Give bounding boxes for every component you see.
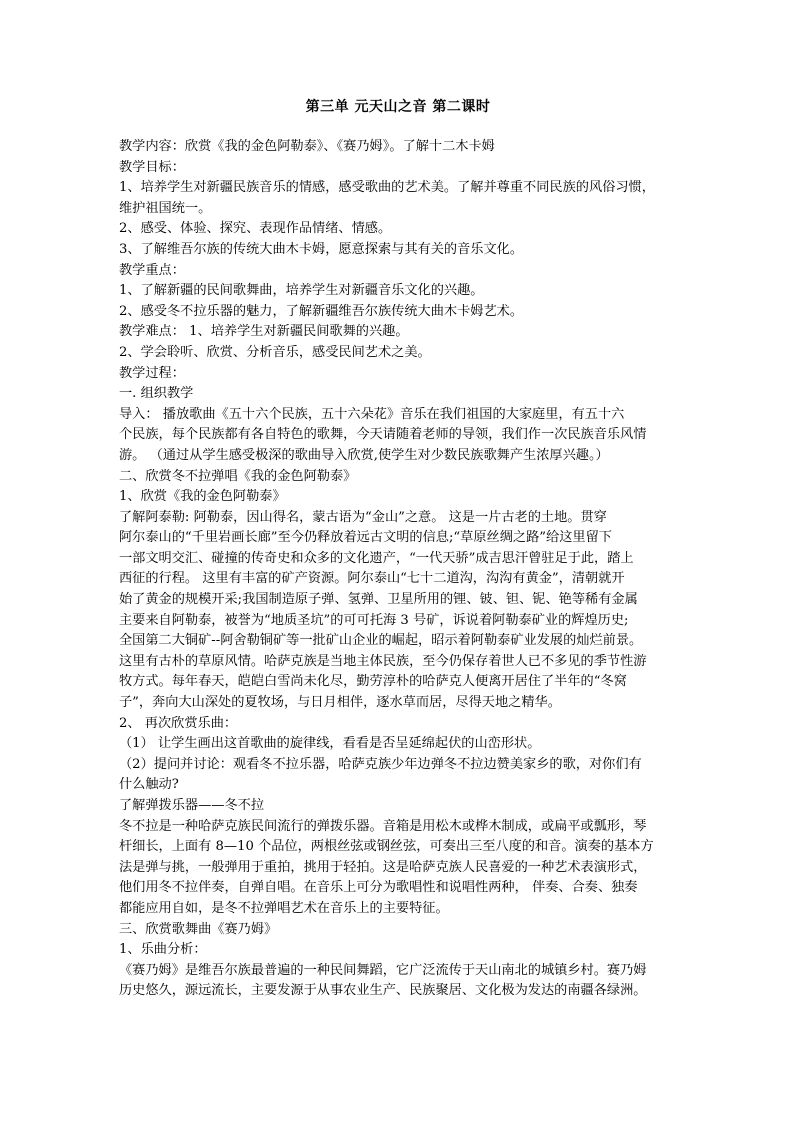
text-line: 3、了解维吾尔族的传统大曲木卡姆，愿意探索与其有关的音乐文化。 [119, 241, 524, 257]
text-line: 维护祖国统一。 [119, 200, 212, 216]
text-line: 一. 组织教学 [119, 386, 194, 402]
text-line: 了解阿泰勒: 阿勒泰，因山得名，蒙古语为“金山”之意。 这是一片古老的土地。贯穿 [119, 509, 607, 525]
document-body [119, 137, 677, 1002]
text-line: 牧方式。每年春天，皑皑白雪尚未化尽，勤劳淳朴的哈萨克人便离开居住了半年的“冬窝 [119, 674, 627, 690]
text-line: 二、欣赏冬不拉弹唱《我的金色阿勒泰》 [119, 468, 357, 484]
text-line: （2）提问并讨论：观看冬不拉乐器，哈萨克族少年边弹冬不拉边赞美家乡的歌，对你们有 [119, 756, 642, 772]
text-line: 了解弹拨乐器——冬不拉 [119, 798, 265, 813]
text-line: 1、了解新疆的民间歌舞曲，培养学生对新疆音乐文化的兴趣。 [119, 283, 484, 299]
text-line: 一部文明交汇、碰撞的传奇史和众多的文化遗产，“一代天骄”成吉思汗曾驻足于此，踏上 [119, 550, 634, 566]
text-line: 2、 再次欣赏乐曲： [119, 715, 238, 731]
text-line: （1） 让学生画出这首歌曲的旋律线，看看是否呈延绵起伏的山峦形状。 [119, 736, 541, 752]
text-line: 教学过程： [119, 365, 185, 381]
text-line: 阿尔泰山的“千里岩画长廊”至今仍释放着远古文明的信息;“草原丝绸之路”给这里留下 [119, 530, 612, 546]
text-line: 他们用冬不拉伴奏，自弹自唱。在音乐上可分为歌唱性和说唱性两种， 伴奏、合奏、独奏 [119, 880, 638, 896]
text-line: 教学难点： 1、培养学生对新疆民间歌舞的兴趣。 [119, 324, 409, 340]
text-line: 个民族，每个民族都有各自特色的歌舞，今天请随着老师的导领，我们作一次民族音乐风情 [119, 427, 647, 443]
text-line: 游。 （通过从学生感受极深的歌曲导入欣赏,使学生对少数民族歌舞产生浓厚兴趣。） [119, 447, 609, 463]
text-line: 2、感受、体验、探究、表现作品情绪、情感。 [119, 221, 392, 237]
text-line: 教学目标： [119, 159, 185, 175]
text-line: 始了黄金的规模开采;我国制造原子弹、氢弹、卫星所用的锂、铍、钽、铌、铯等稀有金属 [119, 592, 638, 608]
text-line: 2、学会聆听、欣赏、分析音乐，感受民间艺术之美。 [119, 344, 431, 360]
text-line: 全国第二大铜矿--阿舍勒铜矿等一批矿山企业的崛起，昭示着阿勒泰矿业发展的灿烂前景。 [119, 633, 643, 649]
text-line: 冬不拉是一种哈萨克族民间流行的弹拨乐器。音箱是用松木或桦木制成，或扁平或瓢形，琴 [119, 818, 647, 834]
text-line: 什么触动? [119, 777, 179, 793]
page-title: 第三单 元天山之音 第二课时 [305, 99, 491, 115]
text-line: 三、欣赏歌舞曲《赛乃姆》 [119, 921, 278, 937]
text-line: 历史悠久，源远流长，主要发源于从事农业生产、民族聚居、文化极为发达的南疆各绿洲。 [119, 983, 647, 999]
text-line: 导入： 播放歌曲《五十六个民族，五十六朵花》音乐在我们祖国的大家庭里，有五十六 [119, 406, 625, 422]
text-line: 都能应用自如，是冬不拉弹唱艺术在音乐上的主要特征。 [119, 900, 449, 916]
text-line: 法是弹与挑，一般弹用于重拍，挑用于轻拍。这是哈萨克族人民喜爱的一种艺术表演形式， [119, 859, 647, 875]
document-page [119, 97, 677, 1002]
text-line: 主要来自阿勒泰，被誉为“地质圣坑”的可可托海 3 号矿，诉说着阿勒泰矿业的辉煌历史; [119, 612, 629, 628]
text-line: 《赛乃姆》是维吾尔族最普遍的一种民间舞蹈，它广泛流传于天山南北的城镇乡村。赛乃姆 [119, 962, 647, 978]
text-line: 教学内容：欣赏《我的金色阿勒泰》、《赛乃姆》。了解十二木卡姆 [119, 139, 495, 154]
text-line: 1、培养学生对新疆民族音乐的情感，感受歌曲的艺术美。了解并尊重不同民族的风俗习惯， [119, 180, 655, 196]
text-line: 1、欣赏《我的金色阿勒泰》 [119, 489, 286, 505]
text-line: 教学重点： [119, 262, 185, 278]
text-line: 杆细长，上面有 8—10 个品位，两根丝弦或钢丝弦，可奏出三至八度的和音。演奏的基本方 [119, 839, 654, 855]
text-line: 子”，奔向大山深处的夏牧场，与日月相伴，逐水草而居，尽得天地之精华。 [119, 695, 561, 711]
text-line: 这里有古朴的草原风情。哈萨克族是当地主体民族，至今仍保存着世人已不多见的季节性游 [119, 653, 647, 669]
text-line: 1、乐曲分析： [119, 942, 207, 958]
text-line: 2、感受冬不拉乐器的魅力，了解新疆维吾尔族传统大曲木卡姆艺术。 [119, 303, 524, 319]
text-line: 西征的行程。 这里有丰富的矿产资源。阿尔泰山“七十二道沟，沟沟有黄金”，清朝就开 [119, 571, 625, 587]
